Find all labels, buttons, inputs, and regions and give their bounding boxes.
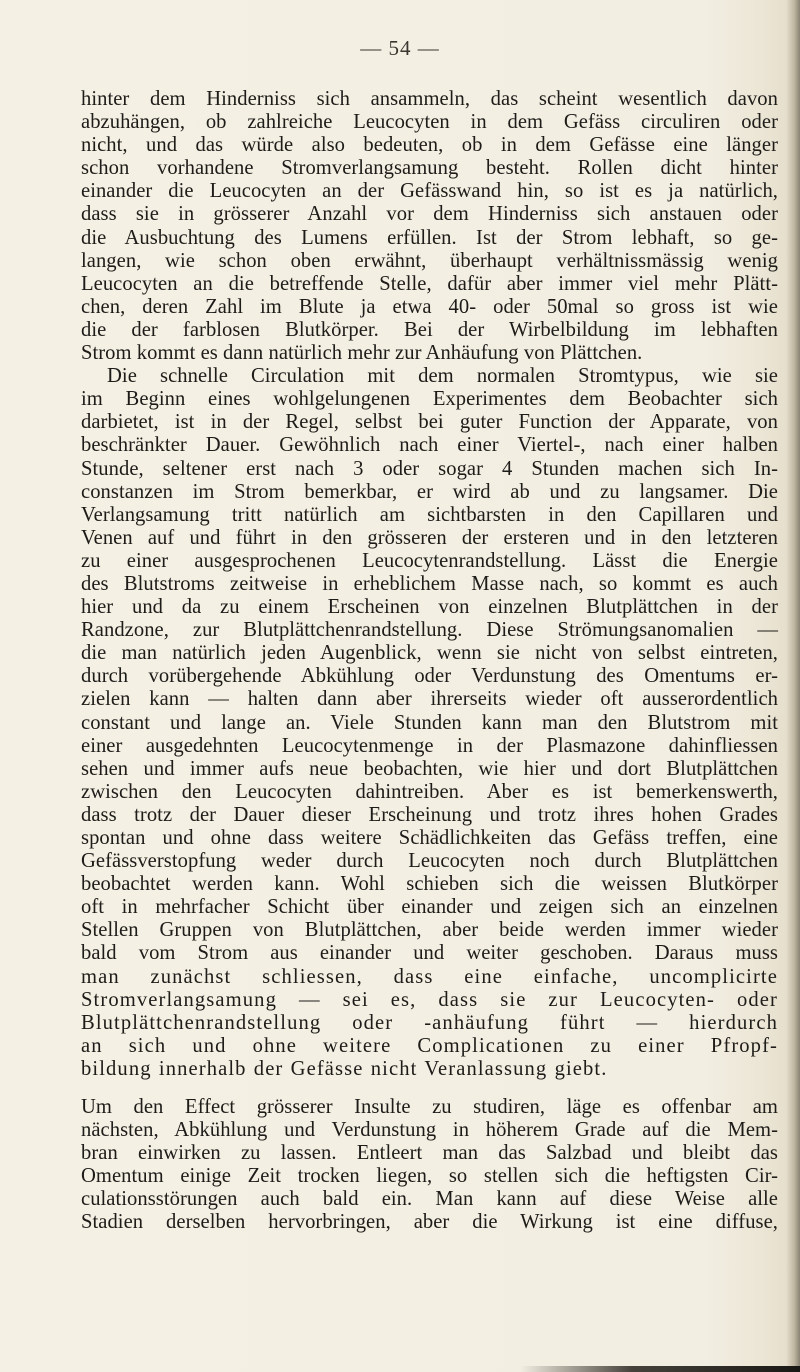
text-line: schon vorhandene Stromverlangsamung besteht. Rollen dicht hinter	[81, 157, 778, 180]
text-line: bran einwirken zu lassen. Entleert man das Salzbad und bleibt das	[81, 1142, 778, 1165]
text-line: zielen kann — halten dann aber ihrerseits wieder oft ausserordentlich	[81, 688, 778, 711]
text-line: dass sie in grösserer Anzahl vor dem Hinderniss sich anstauen oder	[81, 203, 778, 226]
text-line-emphasized: Stromverlangsamung — sei es, dass sie zur Leucocyten- oder	[81, 988, 778, 1011]
text-line: Omentum einige Zeit trocken liegen, so stellen sich die heftigsten Cir-	[81, 1165, 778, 1188]
text-line: culationsstörungen auch bald ein. Man kann auf diese Weise alle	[81, 1188, 778, 1211]
text-line: beschränkter Dauer. Gewöhnlich nach einer Viertel-, nach einer halben	[81, 434, 778, 457]
text-line: Stunde, seltener erst nach 3 oder sogar 4 Stunden machen sich In-	[81, 457, 778, 480]
page-number: — 54 —	[360, 36, 440, 60]
text-line: sehen und immer aufs neue beobachten, wie hier und dort Blutplättchen	[81, 757, 778, 780]
text-line: im Beginn eines wohlgelungenen Experimentes dem Beobachter sich	[81, 388, 778, 411]
text-line: Die schnelle Circulation mit dem normalen Stromtypus, wie sie	[107, 365, 778, 388]
text-line: durch vorübergehende Abkühlung oder Verdunstung des Omentums er-	[81, 665, 778, 688]
text-line: constant und lange an. Viele Stunden kann man den Blutstrom mit	[81, 711, 778, 734]
text-line: Verlangsamung tritt natürlich am sichtbarsten in den Capillaren und	[81, 503, 778, 526]
text-line-emphasized: man zunächst schliessen, dass eine einfache, uncomplicirte	[81, 965, 778, 988]
text-line-emphasized: bildung innerhalb der Gefässe nicht Veranlassung giebt.	[81, 1057, 608, 1080]
text-line: Gefässverstopfung weder durch Leucocyten noch durch Blutplättchen	[81, 850, 778, 873]
text-line: Strom kommt es dann natürlich mehr zur Anhäufung von Plättchen.	[81, 342, 643, 365]
text-line: dass trotz der Dauer dieser Erscheinung und trotz ihres hohen Grades	[81, 803, 778, 826]
page-edge-shadow	[786, 0, 800, 1372]
text-line: des Blutstroms zeitweise in erheblichem Masse nach, so kommt es auch	[81, 572, 778, 595]
text-line: Stellen Gruppen von Blutplättchen, aber beide werden immer wieder	[81, 919, 778, 942]
text-line: darbietet, ist in der Regel, selbst bei guter Function der Apparate, von	[81, 411, 778, 434]
text-line: Randzone, zur Blutplättchenrandstellung. Diese Strömungsanomalien —	[81, 619, 778, 642]
text-line: langen, wie schon oben erwähnt, überhaupt verhältnissmässig wenig	[81, 249, 778, 272]
text-line: beobachtet werden kann. Wohl schieben sich die weissen Blutkörper	[81, 873, 778, 896]
text-line: Um den Effect grösserer Insulte zu studiren, läge es offenbar am	[81, 1096, 778, 1118]
text-line: hinter dem Hinderniss sich ansammeln, das scheint wesentlich davon	[81, 88, 778, 110]
paragraph-2	[81, 1096, 778, 1235]
text-line: die man natürlich jeden Augenblick, wenn sie nicht von selbst eintreten,	[81, 642, 778, 665]
text-line: Stadien derselben hervorbringen, aber die Wirkung ist eine diffuse,	[81, 1211, 778, 1234]
text-line: die Ausbuchtung des Lumens erfüllen. Ist der Strom lebhaft, so ge-	[81, 226, 778, 249]
text-line: nächsten, Abkühlung und Verdunstung in höherem Grade auf die Mem-	[81, 1119, 778, 1142]
text-line: abzuhängen, ob zahlreiche Leucocyten in dem Gefäss circuliren oder	[81, 111, 778, 134]
page-bottom-edge	[520, 1366, 800, 1372]
text-line-emphasized: Blutplättchenrandstellung oder -anhäufung führt — hierdurch	[81, 1011, 778, 1034]
text-line: constanzen im Strom bemerkbar, er wird ab und zu langsamer. Die	[81, 480, 778, 503]
text-line: spontan und ohne dass weitere Schädlichkeiten das Gefäss treffen, eine	[81, 827, 778, 849]
text-line: nicht, und das würde also bedeuten, ob in dem Gefässe eine länger	[81, 134, 778, 157]
text-line: chen, deren Zahl im Blute ja etwa 40- oder 50mal so gross ist wie	[81, 295, 778, 318]
text-line: zwischen den Leucocyten dahintreiben. Aber es ist bemerkenswerth,	[81, 780, 778, 803]
text-line: hier und da zu einem Erscheinen von einzelnen Blutplättchen in der	[81, 596, 778, 619]
text-line-emphasized: an sich und ohne weitere Complicationen zu einer Pfropf-	[81, 1034, 778, 1057]
text-line: bald vom Strom aus einander und weiter geschoben. Daraus muss	[81, 942, 778, 965]
text-line: die der farblosen Blutkörper. Bei der Wirbelbildung im lebhaften	[81, 318, 778, 341]
paragraph-1	[81, 88, 778, 1081]
text-line: einander die Leucocyten an der Gefässwand hin, so ist es ja natürlich,	[81, 180, 778, 203]
text-line: oft in mehrfacher Schicht über einander und zeigen sich an einzelnen	[81, 896, 778, 919]
text-line: Leucocyten an die betreffende Stelle, dafür aber immer viel mehr Plätt-	[81, 272, 778, 295]
text-line: einer ausgedehnten Leucocytenmenge in der Plasmazone dahinfliessen	[81, 734, 778, 757]
text-line: zu einer ausgesprochenen Leucocytenrandstellung. Lässt die Energie	[81, 549, 778, 572]
text-line: Venen auf und führt in den grösseren der ersteren und in den letzteren	[81, 526, 778, 549]
